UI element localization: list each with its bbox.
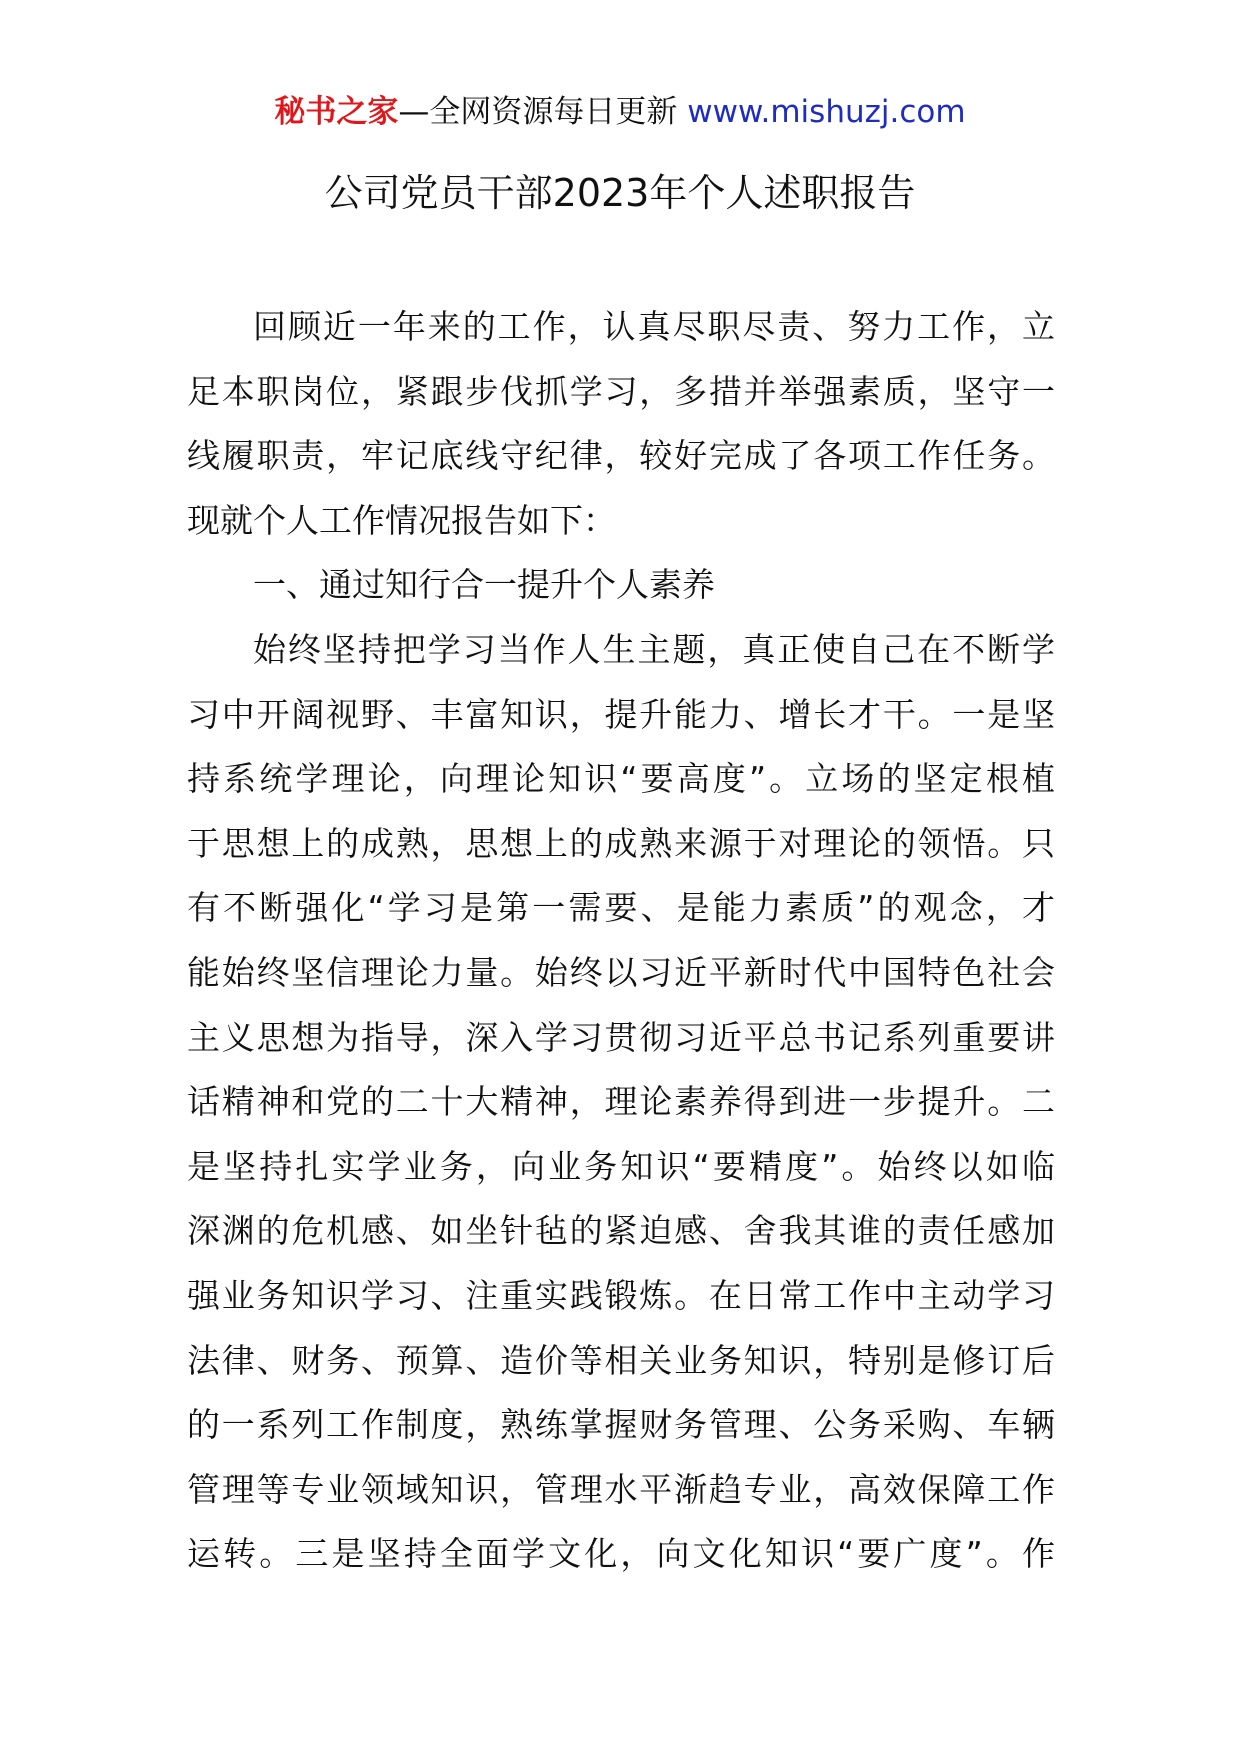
body-line: 持系统学理论，向理论知识“要高度”。立场的坚定根植 (187, 759, 1055, 799)
body-line: 一、通过知行合一提升个人素养 (253, 565, 715, 605)
body-line: 法律、财务、预算、造价等相关业务知识，特别是修订后 (187, 1340, 1055, 1380)
body-line: 是坚持扎实学业务，向业务知识“要精度”。始终以如临 (187, 1146, 1055, 1186)
body-line: 线履职责，牢记底线守纪律，较好完成了各项工作任务。 (187, 436, 1055, 476)
body-line: 能始终坚信理论力量。始终以习近平新时代中国特色社会 (187, 952, 1055, 992)
body-line: 现就个人工作情况报告如下： (187, 500, 616, 540)
body-line: 主义思想为指导，深入学习贯彻习近平总书记系列重要讲 (187, 1017, 1055, 1057)
body-line: 习中开阔视野、丰富知识，提升能力、增长才干。一是坚 (187, 694, 1055, 734)
document-body (187, 295, 1055, 1587)
body-line: 管理等专业领域知识，管理水平渐趋专业，高效保障工作 (187, 1469, 1055, 1509)
document-title: 公司党员干部2023年个人述职报告 (324, 171, 916, 215)
body-line: 深渊的危机感、如坐针毡的紧迫感、舍我其谁的责任感加 (187, 1211, 1055, 1251)
header-slogan: —全网资源每日更新 (398, 94, 678, 130)
body-line: 于思想上的成熟，思想上的成熟来源于对理论的领悟。只 (187, 823, 1055, 863)
body-line: 的一系列工作制度，熟练掌握财务管理、公务采购、车辆 (187, 1405, 1055, 1445)
body-line: 始终坚持把学习当作人生主题，真正使自己在不断学 (253, 629, 1055, 669)
body-line: 回顾近一年来的工作，认真尽职尽责、努力工作，立 (253, 307, 1055, 346)
body-line: 运转。三是坚持全面学文化，向文化知识“要广度”。作 (187, 1534, 1055, 1574)
body-line: 话精神和党的二十大精神，理论素养得到进一步提升。二 (187, 1082, 1055, 1122)
body-line: 足本职岗位，紧跟步伐抓学习，多措并举强素质，坚守一 (187, 371, 1055, 411)
site-url: www.mishuzj.com (687, 94, 966, 130)
body-line: 强业务知识学习、注重实践锻炼。在日常工作中主动学习 (187, 1275, 1055, 1315)
brand-name: 秘书之家 (274, 94, 399, 130)
site-header (0, 88, 1240, 136)
body-line: 有不断强化“学习是第一需要、是能力素质”的观念，才 (187, 888, 1055, 928)
